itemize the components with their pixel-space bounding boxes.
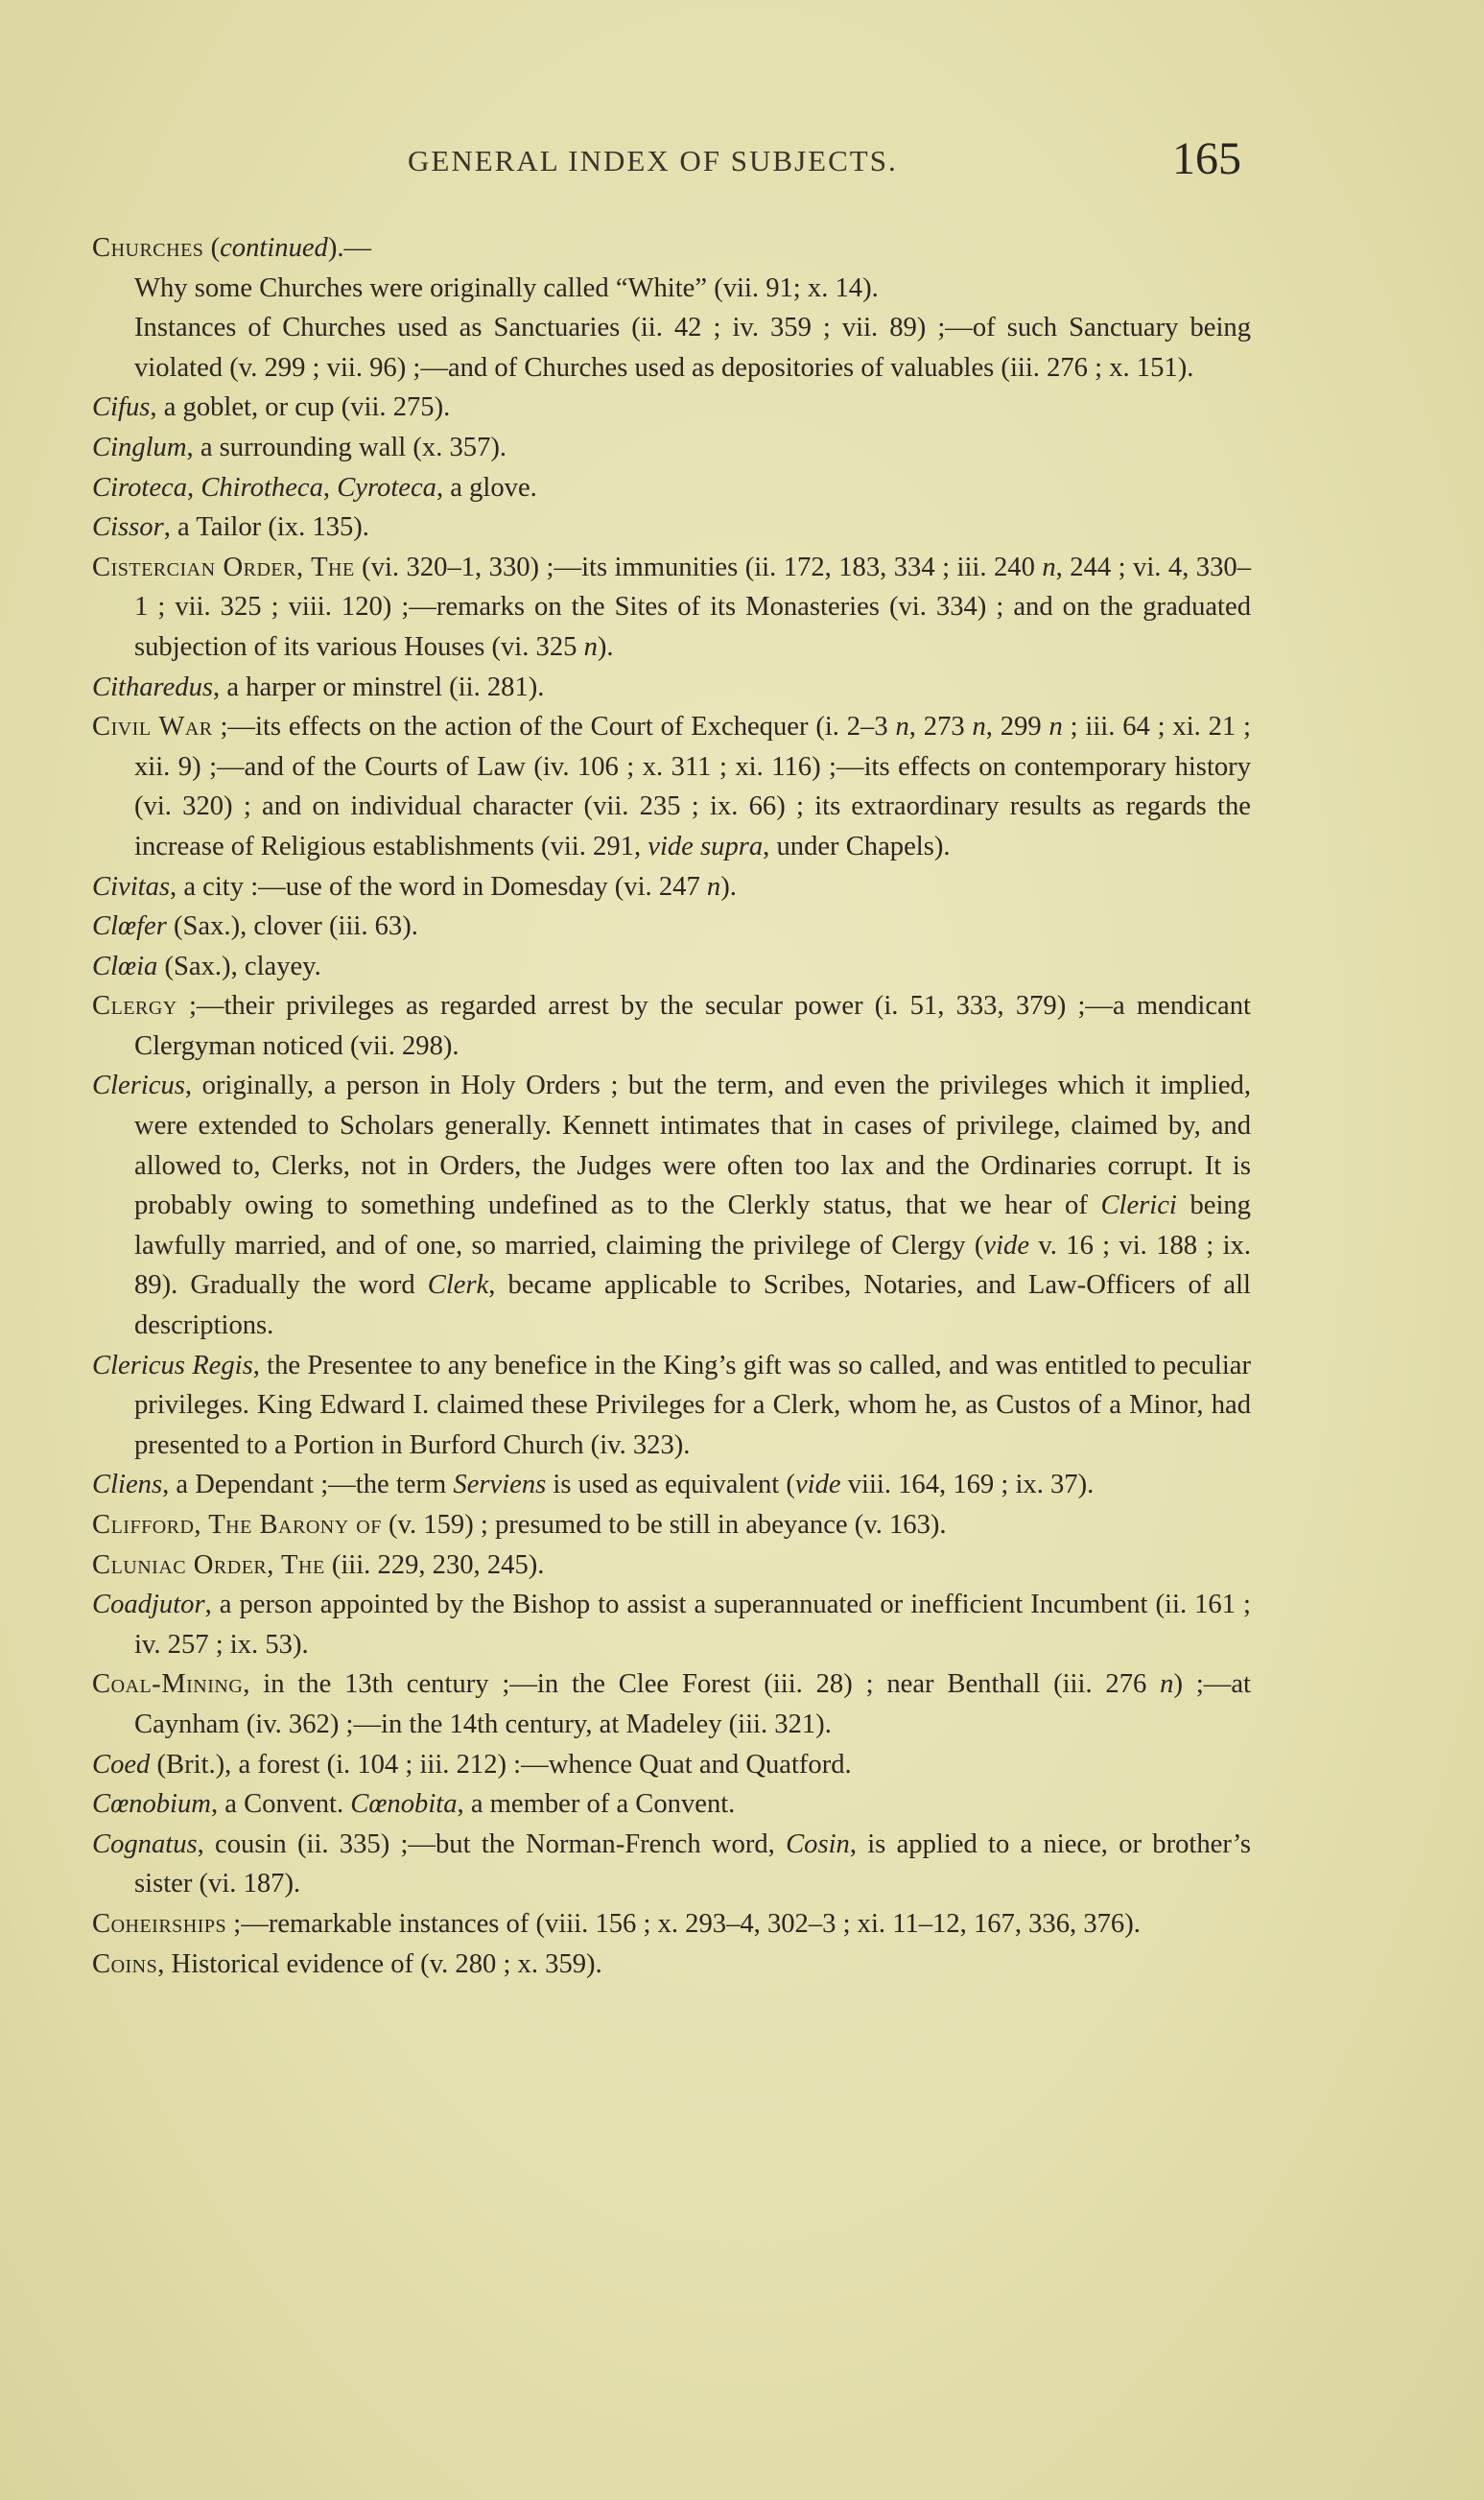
entry-heading: Coal-Mining	[92, 1669, 244, 1700]
index-entry: Citharedus, a harper or minstrel (ii. 281).	[92, 672, 545, 702]
running-title: GENERAL INDEX OF SUBJECTS.	[408, 144, 898, 177]
entry-heading: Citharedus	[92, 672, 214, 702]
index-entry: Clergy ;—their privileges as regarded arrest by the secular power (i. 51, 333, 379) ;—a mendicant Clergyman noticed (vii. 298).	[92, 991, 1251, 1061]
index-entry: Clifford, The Barony of (v. 159) ; presumed to be still in abeyance (v. 163).	[92, 1510, 947, 1540]
index-entry: Clericus, originally, a person in Holy Orders ; but the term, and even the privileges which it implied, were extended to Scholars generally. Kennett intimates that in cases of privilege, claimed by, and allowed to, Clerks, not in Orders, the Judges were often too lax and the Ordinaries corrupt. It is probably owing to something undefined as to the Clerkly status, that we hear of Clerici being lawfully married, and of one, so married, claiming the privilege of Clergy (vide v. 16 ; vi. 188 ; ix. 89). Gradually the word Clerk, became applicable to Scribes, Notaries, and Law-Officers of all descriptions.	[92, 1071, 1252, 1341]
entry-heading: Civitas	[92, 871, 171, 902]
entry-heading: Churches	[92, 233, 204, 263]
index-entry: Cognatus, cousin (ii. 335) ;—but the Norman-French word, Cosin, is applied to a niece, or brother’s sister (vi. 187).	[92, 1828, 1251, 1899]
index-entry: Cœnobium, a Convent. Cœnobita, a member of a Convent.	[92, 1789, 736, 1820]
entry-heading: Cœnobium	[92, 1789, 211, 1820]
index-entry: Cissor, a Tailor (ix. 135).	[92, 512, 369, 543]
index-entry: Coins, Historical evidence of (v. 280 ; x. 359).	[92, 1948, 602, 1979]
entry-heading: Coins	[92, 1948, 158, 1979]
entry-heading: Clifford, The Barony of	[92, 1510, 382, 1540]
index-entries	[92, 228, 1251, 1984]
index-entry: Coadjutor, a person appointed by the Bishop to assist a superannuated or inefficient Incumbent (ii. 161 ; iv. 257 ; ix. 53).	[92, 1590, 1251, 1660]
index-subentry: Why some Churches were originally called “White” (vii. 91; x. 14).	[134, 272, 879, 303]
entry-heading: Civil War	[92, 712, 213, 743]
index-entry: Clericus Regis, the Presentee to any benefice in the King’s gift was so called, and was entitled to peculiar privileges. King Edward I. claimed these Privileges for a Clerk, whom he, as Custos of a Minor, had presented to a Portion in Burford Church (iv. 323).	[92, 1350, 1251, 1460]
entry-heading: Clœia	[92, 951, 158, 981]
entry-heading: Cluniac Order, The	[92, 1549, 325, 1580]
entry-heading: Cliens	[92, 1470, 163, 1500]
index-entry: Ciroteca, Chirotheca, Cyroteca, a glove.	[92, 472, 537, 503]
index-entry: Clœia (Sax.), clayey.	[92, 951, 321, 981]
index-entry: Churches (continued).—	[92, 233, 372, 263]
entry-heading: Cifus	[92, 392, 151, 423]
index-entry: Cinglum, a surrounding wall (x. 357).	[92, 432, 507, 462]
page-number: 165	[1172, 133, 1241, 184]
entry-heading: Cistercian Order, The	[92, 552, 355, 582]
index-entry: Coheirships ;—remarkable instances of (viii. 156 ; x. 293–4, 302–3 ; xi. 11–12, 167, 336, 376).	[92, 1908, 1141, 1939]
index-entry: Coal-Mining, in the 13th century ;—in the Clee Forest (iii. 28) ; near Benthall (iii. 276 n) ;—at Caynham (iv. 362) ;—in the 14th century, at Madeley (iii. 321).	[92, 1669, 1251, 1739]
entry-heading: Cinglum	[92, 432, 187, 462]
index-entry: Cluniac Order, The (iii. 229, 230, 245).	[92, 1549, 545, 1580]
entry-heading: Ciroteca	[92, 472, 188, 503]
entry-heading: Coheirships	[92, 1908, 227, 1939]
entry-heading: Clericus Regis	[92, 1350, 253, 1380]
index-entry: Civil War ;—its effects on the action of the Court of Exchequer (i. 2–3 n, 273 n, 299 n ; iii. 64 ; xi. 21 ; xii. 9) ;—and of the Courts of Law (iv. 106 ; x. 311 ; xi. 116) ;—its effects on contemporary history (vi. 320) ; and on individual character (vii. 235 ; ix. 66) ; its extraordinary results as regards the increase of Religious establishments (vii. 291, vide supra, under Chapels).	[92, 712, 1251, 861]
entry-heading: Coadjutor	[92, 1590, 205, 1620]
entry-heading: Clergy	[92, 991, 177, 1022]
entry-heading: Cognatus	[92, 1828, 198, 1859]
entry-heading: Clericus	[92, 1071, 185, 1101]
index-entry: Cliens, a Dependant ;—the term Serviens is used as equivalent (vide viii. 164, 169 ; ix. 37).	[92, 1470, 1095, 1500]
index-entry: Civitas, a city :—use of the word in Domesday (vi. 247 n).	[92, 871, 737, 902]
index-entry: Cistercian Order, The (vi. 320–1, 330) ;—its immunities (ii. 172, 183, 334 ; iii. 240 n, 244 ; vi. 4, 330–1 ; vii. 325 ; viii. 120) ;—remarks on the Sites of its Monasteries (vi. 334) ; and on the graduated subjection of its various Houses (vi. 325 n).	[92, 552, 1251, 662]
index-entry: Cifus, a goblet, or cup (vii. 275).	[92, 392, 451, 423]
index-entry: Clœfer (Sax.), clover (iii. 63).	[92, 911, 418, 942]
index-subentry: Instances of Churches used as Sanctuaries (ii. 42 ; iv. 359 ; vii. 89) ;—of such Sanctuary being violated (v. 299 ; vii. 96) ;—and of Churches used as depositories of valuables (iii. 276 ; x. 151).	[134, 313, 1251, 383]
entry-heading: Clœfer	[92, 911, 167, 942]
entry-heading: Coed	[92, 1749, 151, 1780]
entry-heading: Cissor	[92, 512, 164, 543]
index-entry: Coed (Brit.), a forest (i. 104 ; iii. 212) :—whence Quat and Quatford.	[92, 1749, 852, 1780]
